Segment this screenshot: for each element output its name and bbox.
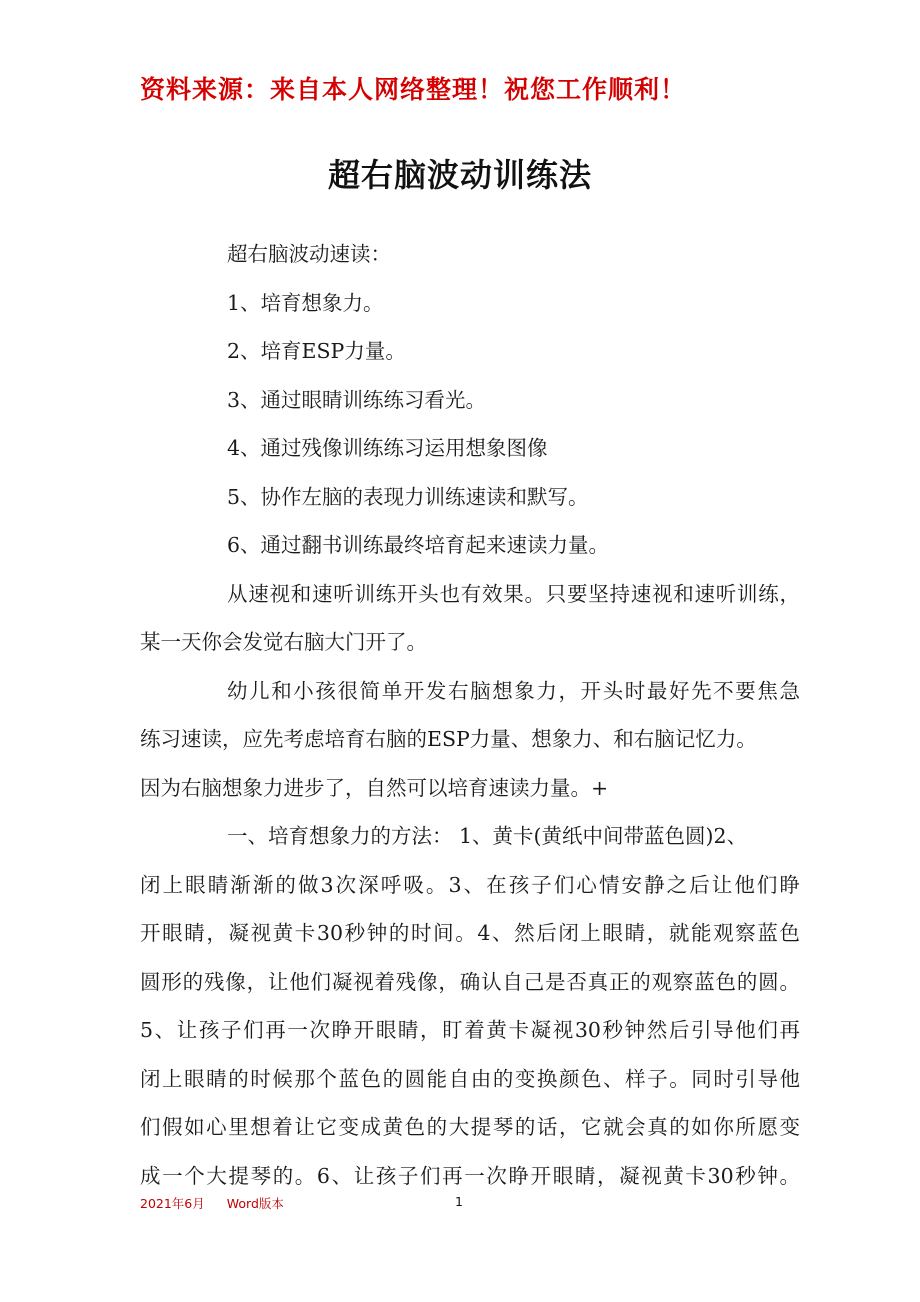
document-body bbox=[140, 230, 800, 1200]
paragraph-line: 幼儿和小孩很简单开发右脑想象力，开头时最好先不要焦急 bbox=[227, 678, 800, 703]
list-item: 2、培育ESP力量。 bbox=[227, 339, 406, 363]
footer-date: 2021年6月 bbox=[140, 1196, 205, 1211]
paragraph-line: 因为右脑想象力进步了，自然可以培育速读力量。+ bbox=[140, 775, 609, 800]
list-item: 6、通过翻书训练最终培育起来速读力量。 bbox=[227, 533, 610, 557]
paragraph-line: 圆形的残像，让他们凝视着残像，确认自己是否真正的观察蓝色的圆。 bbox=[140, 969, 800, 994]
section-heading: 超右脑波动速读： bbox=[227, 242, 391, 266]
paragraph-line: 一、培育想象力的方法： 1、黄卡(黄纸中间带蓝色圆)2、 bbox=[227, 824, 748, 848]
page-number: 1 bbox=[455, 1194, 463, 1209]
list-item: 1、培育想象力。 bbox=[227, 290, 384, 315]
paragraph-line: 从速视和速听训练开头也有效果。只要坚持速视和速听训练， bbox=[227, 581, 800, 606]
paragraph-line: 们假如心里想着让它变成黄色的大提琴的话，它就会真的如你所愿变 bbox=[140, 1115, 800, 1139]
paragraph-line: 成一个大提琴的。6、让孩子们再一次睁开眼睛，凝视黄卡30秒钟。 bbox=[140, 1163, 800, 1188]
footer-info bbox=[140, 1194, 284, 1212]
paragraph-line: 5、让孩子们再一次睁开眼睛，盯着黄卡凝视30秒钟然后引导他们再 bbox=[140, 1018, 800, 1042]
paragraph-line: 练习速读，应先考虑培育右脑的ESP力量、想象力、和右脑记忆力。 bbox=[140, 727, 757, 751]
paragraph-line: 闭上眼睛渐渐的做3次深呼吸。3、在孩子们心情安静之后让他们睁 bbox=[140, 872, 800, 897]
paragraph-line: 开眼睛，凝视黄卡30秒钟的时间。4、然后闭上眼睛，就能观察蓝色 bbox=[140, 921, 800, 945]
list-item: 3、通过眼睛训练练习看光。 bbox=[227, 387, 487, 412]
footer-version: Word版本 bbox=[226, 1196, 284, 1211]
list-item: 5、协作左脑的表现力训练速读和默写。 bbox=[227, 484, 589, 509]
document-title: 超右脑波动训练法 bbox=[327, 156, 592, 194]
paragraph-line: 某一天你会发觉右脑大门开了。 bbox=[140, 630, 427, 654]
paragraph-line: 闭上眼睛的时候那个蓝色的圆能自由的变换颜色、样子。同时引导他 bbox=[140, 1066, 800, 1091]
list-item: 4、通过残像训练练习运用想象图像 bbox=[227, 436, 548, 460]
source-note: 资料来源：来自本人网络整理！祝您工作顺利！ bbox=[140, 75, 687, 104]
